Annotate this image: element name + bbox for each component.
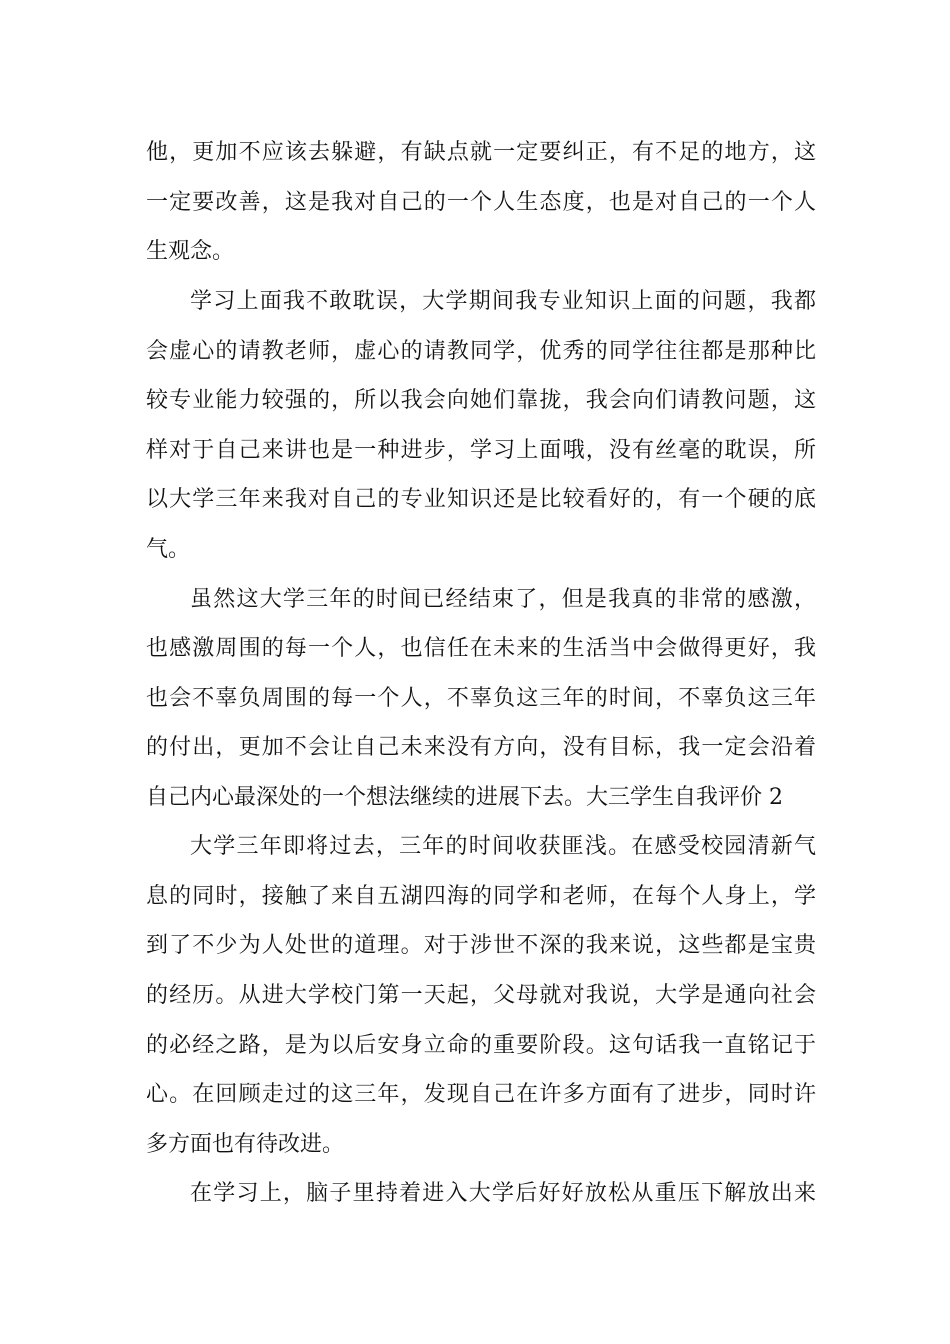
- paragraph-line: 较专业能力较强的，所以我会向她们靠拢，我会向们请教问题，这: [146, 388, 816, 413]
- paragraph-line: 会虚心的请教老师，虚心的请教同学，优秀的同学往往都是那种比: [146, 339, 816, 364]
- paragraph-line: 在学习上，脑子里持着进入大学后好好放松从重压下解放出来: [190, 1181, 816, 1206]
- paragraph-line: 样对于自己来讲也是一种进步，学习上面哦，没有丝毫的耽误，所: [146, 438, 816, 463]
- paragraph-line: 也会不辜负周围的每一个人，不辜负这三年的时间，不辜负这三年: [146, 686, 816, 711]
- paragraph-line: 一定要改善，这是我对自己的一个人生态度，也是对自己的一个人: [146, 190, 816, 215]
- paragraph-line: 他，更加不应该去躲避，有缺点就一定要纠正，有不足的地方，这: [146, 140, 816, 165]
- paragraph-line: 生观念。: [146, 239, 235, 264]
- paragraph-line: 到了不少为人处世的道理。对于涉世不深的我来说，这些都是宝贵: [146, 933, 816, 958]
- paragraph-line: 的付出，更加不会让自己未来没有方向，没有目标，我一定会沿着: [146, 735, 816, 760]
- paragraph-line: 自己内心最深处的一个想法继续的进展下去。大三学生自我评价 2: [146, 785, 783, 810]
- paragraph-line: 心。在回顾走过的这三年，发现自己在许多方面有了进步，同时许: [146, 1082, 816, 1107]
- paragraph-line: 多方面也有待改进。: [146, 1132, 345, 1157]
- paragraph-line: 也感激周围的每一个人，也信任在未来的生活当中会做得更好，我: [146, 636, 816, 661]
- paragraph-line: 虽然这大学三年的时间已经结束了，但是我真的非常的感激，: [190, 587, 816, 612]
- paragraph-line: 息的同时，接触了来自五湖四海的同学和老师，在每个人身上，学: [146, 884, 816, 909]
- paragraph-line: 气。: [146, 537, 191, 562]
- paragraph-line: 的经历。从进大学校门第一天起，父母就对我说，大学是通向社会: [146, 983, 816, 1008]
- paragraph-line: 大学三年即将过去，三年的时间收获匪浅。在感受校园清新气: [190, 834, 816, 859]
- paragraph-line: 以大学三年来我对自己的专业知识还是比较看好的，有一个硬的底: [146, 487, 816, 512]
- paragraph-line: 的必经之路，是为以后安身立命的重要阶段。这句话我一直铭记于: [146, 1033, 816, 1058]
- paragraph-line: 学习上面我不敢耽误，大学期间我专业知识上面的问题，我都: [190, 289, 816, 314]
